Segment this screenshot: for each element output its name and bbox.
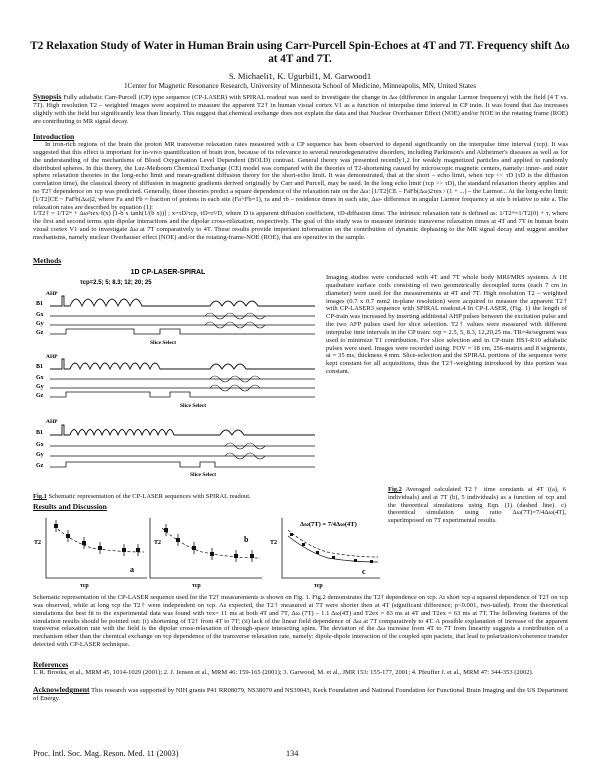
figure1-pulse-sequence [30,262,322,490]
row-label-gz: Gz [36,393,44,399]
data-point [176,534,180,546]
data-point [192,542,196,554]
synopsis-section [33,93,568,125]
acknowledgment-text: This research was supported by NIH grants P41 RR08079, NS38070 and NS39043, Keck Foundation and National Foundation for Functional Brain Imaging and the US Department of Energy. [33,687,568,702]
figure1-caption-label: Fig.1 [33,493,47,500]
ahp-label: AHP [46,291,58,297]
affiliation: 1Center for Magnetic Resonance Research, University of Minnesota School of Medicine, Minneapolis, MN, United States [123,82,477,90]
sequence-panel-2 [36,354,315,409]
data-point [164,524,168,536]
y-axis-label-a: T2 [34,540,42,546]
data-point [210,548,214,560]
row-label-b1: B1 [36,430,44,436]
synopsis-heading: Synopsis [33,92,62,101]
introduction-heading: Introduction [33,132,75,141]
data-point [354,559,357,562]
introduction-equation-text: 1/T2† = 1/T2ʳᵉ + Δω²τex·f(x) [1-b x tanh(1/(b x))] ; x=τD/τcp, τD=r²/D, where D is apparent diffusion coefficient, τD-diffusion time. The intrinsic relaxation rate is defined as: 1/T2ʳᵉ=1/T2(0) + τ, where the first and second terms spin dipolar interactions and the dipolar cross-relaxation, respectively. The goal of this study was to measure intrinsic transverse relaxation times at 4T and 7T in human brain visual cortex V1 and to investigate Δω at 7T comparatively to 4T. These results provide important information on the contribution of dynamic dephasing to the MR signal decay and suggest another mechanisms, namely nuclear Overhauser effect (NOE) and/or the rotating-frame-NOE (ROE), that are operative in the sample. [33,210,568,241]
y-axis-label-b: T2 [154,540,162,546]
slice-select-label: Slice Select [150,340,177,346]
panel-c-annotation: Δω(7T) = 7/4Δω(4T) [300,521,357,528]
methods-text: Imaging studies were conducted with 4T and 7T whole body MRI/MRS systems. A 1H quadrature surface coils consisting of two geometrically decoupled turns (each 7 cm in diameter) were used for the measurements at 4T and 7T. High resolution T2 – weighted images (0.7 x 0.7 mm2 in-plane resolution) were acquired to measure the apparent T2† with CP-LASER3 sequence with SPIRAL readout.4 In CP-LASER, (Fig. 1) the length of CP-train was increased by inserting additional AHP pulses between the excitation pulse and the two AFP pulses used for slice selection. T2† values were measured with different interpulse time intervals in the CP train: τcp = 2.5, 5, 8.3, 12,20,25 ms. TR=4s/segment was used to minimize T1 contribution. For slice selection and in CP-train HS1-R10 adiabatic pulses were used. Images were recorded using: FOV = 18 cm, 256-matrix and 8 segments, at = 35 ms, thickness 4 mm. Slice-selection and the SPIRAL portions of the sequence were kept constant for all acquisitions, thus the T2†-weighting introduced by this portion was constant. [326,274,567,376]
plot-panel-c [270,518,380,589]
row-label-gz: Gz [36,463,44,469]
sequence-panel-1 [36,291,315,346]
ahp-label: AHP [46,419,58,425]
data-point [290,533,293,536]
row-label-b1: B1 [36,364,44,370]
row-label-gx: Gx [36,312,44,318]
acknowledgment-section [33,686,568,703]
figure2-plots [32,512,382,590]
data-point [66,530,70,542]
figure2-caption-label: Fig.2 [388,486,402,493]
references-heading: References [33,660,69,669]
data-point [136,544,140,556]
figure1-title: 1D CP-LASER-SPIRAL [130,269,206,276]
acknowledgment-heading: Acknowledgment [33,685,90,694]
slice-select-label: Slice Select [190,472,217,478]
data-point [370,560,373,563]
row-label-gy: Gy [36,384,44,390]
x-axis-label-a: τcp [80,583,89,589]
row-label-gx: Gx [36,375,44,381]
row-label-gy: Gy [36,452,44,458]
data-point [82,537,86,549]
synopsis-text: Fully adiabatic Carr-Purcell (CP) type sequence (CP-LASER) with SPIRAL readout was used to investigate the change in Δω (difference in angular Larmor frequency) with the field (4 T vs. 7T). High resolution T2 – weighted images were acquired to measure the apparent T2† in human visual cortex V1 as a function of interpulse time interval in CP train. It was found that Δω increases slightly with the field but significantly less than linearly. This suggest that chemical exchange does not explain the data and that Nuclear Overhauser Effect (NOE) and/or NOE in the rotating frame (ROE) are contributing to MR signal decay. [33,94,568,125]
data-point [250,550,254,562]
plot-panel-a [34,518,147,589]
sequence-panel-3 [36,419,315,478]
row-label-b1: B1 [36,301,44,307]
data-point [122,544,126,556]
panel-label-b: b [244,535,249,544]
row-label-gy: Gy [36,321,44,327]
figure1-caption [33,493,323,501]
panel-label-a: a [130,565,134,574]
results-text: Schematic representation of the CP-LASER sequence used for the T2† measurements is shown on Fig. 1. Fig.2 demonstrates the T2† dependence on τcp. At short τcp a squared dependence of T2† on τcp was observed, while at long τcp the T2† were independent on τcp. As expected, the T2† measured at 7T were shorter then at 4T (significant difference; p<0.001, two-tailed). From the theoretical simulations the best fit to the experimental data was found with τex= 11 ms at both 4T and 7T, Δω (7T) – 1.1 Δω(4T) and T2ex = 83 ms at 4T and T2ex = 63 ms at 7T. The following features of the simulation results should be pointed out: (i) shortening of T2† from 4T to 7T; (ii) lack of the linear field dependence of Δω at 7T comparatively to 4T. A possible explanation of increase of the apparent transverse relaxation rate with the field is the dipolar cross-relaxation of through-space interacting spins. The deviation of the Δω increase from 4T to 7T from linearity suggests a contribution of a mechanism other than the chemical exchange on τcp dependence of the transverse relaxation rate, namely: dipole-dipole interaction of the coupled spin paciets, that lead to polarization/coherence transfer detected with CP-LASER technique. [33,594,568,649]
paper-title: T2 Relaxation Study of Water in Human Brain using Carr-Purcell Spin-Echoes at 4T and 7T. Frequency shift Δω at 4T and 7T. [30,40,570,65]
footer-journal: Proc. Intl. Soc. Mag. Reson. Med. 11 (2003) [33,749,179,758]
results-heading: Results and Discussion [33,502,107,511]
ahp-label: AHP [46,354,58,360]
plot-panel-b [150,518,262,589]
figure1-caption-text: Schematic representation of the CP-LASER sequences with SPIRAL readout. [48,493,251,500]
data-point [54,520,58,532]
x-axis-label-b: τcp [192,583,201,589]
author-list: S. Michaeli1, K. Ugurbil1, M. Garwood1 [228,71,372,81]
row-label-gx: Gx [36,442,44,448]
y-axis-label-c: T2 [270,540,278,546]
data-point [98,542,102,554]
figure2-caption-text: Averaged calculated T2† time constants at 4T ((a), 6 individuals) and at 7T (b), 5 individuals) as a function of τcp and the theoretical simulations using Eqn. (1) (dashed line). c) theoretical simulation using ratio Δω(7T)=7/4Δω(4T), superimposed on 7T experimental results. [388,486,566,525]
methods-heading: Methods [33,256,62,265]
figure1-tau-label: τcp=2.5; 5; 8.3; 12; 20; 25 [80,280,152,286]
footer-page-number: 134 [286,749,299,758]
references-text: 1. R. Brooks, et al., MRM 45, 1014-1029 (2001); 2. J. Jensen et al., MRM 46: 159-165 (2001); 3. Garwood, M. et al., JMR 153: 155-177, 2001; 4. Pfeuffer J. et al., MRM 47: 344-353 (2002). [33,669,534,676]
introduction-text: In iron-rich regions of the brain the proton MR transverse relaxation rates measured with a CP sequence has been observed to depend significantly on the interpulse time interval (τcp). It was suggested that this effect is important for in-vivo quantification of brain iron, because of its relevance to several neurodegenerative disorders, including Parkinson's and Alzheimer's diseases as well as for the understanding of the mechanisms of Blood Oxygenation Level Dependent (BOLD) contrast. General theory was presented recently1,2 for weakly magnetized particles and applied to randomly distributed spheres. In this theory, the Luz-Meiboom Chemical Exchange (CE) model was compared with the theories of T2-shortening caused by microscopic magnetic centers, namely: inner- and outer sphere relaxation theories in the long-echo limit and mean-gradient diffusion theory for the short-echo limit. It was demonstrated, that at the short – echo limit, when τcp << τD (τD is the diffusion correlation time), the classical theory of diffusion in magnetic gradients derived originally by Carr and Purcell, may be used. In the long echo limit (τcp >> τD), the standard relaxation theory applies and no T2† dependence on τcp was predicted. Generally, those theories predict a square dependence of the relaxation rate on the Δω: [1/T2]CE – FaFb(Δω)2τex / (1 + ...) – the Larmor... At the long-echo limit: [1/T2]CE ~ FaFb(Δω)2, where Fa and Fb = fraction of protons in each site (Fa+Fb=1), τa and τb – residence times in each site, Δω- difference in angular Larmor frequency at site b relative to site a. The relaxation rates are described by equation (1): [33,141,568,211]
slice-select-label: Slice Select [180,403,207,409]
data-point [234,550,238,562]
row-label-gz: Gz [36,330,44,336]
panel-label-c: c [362,567,366,576]
data-point [332,556,335,559]
x-axis-label-c: τcp [314,583,323,589]
data-point [302,543,305,546]
data-point [316,551,319,554]
figure2-caption [388,486,566,525]
